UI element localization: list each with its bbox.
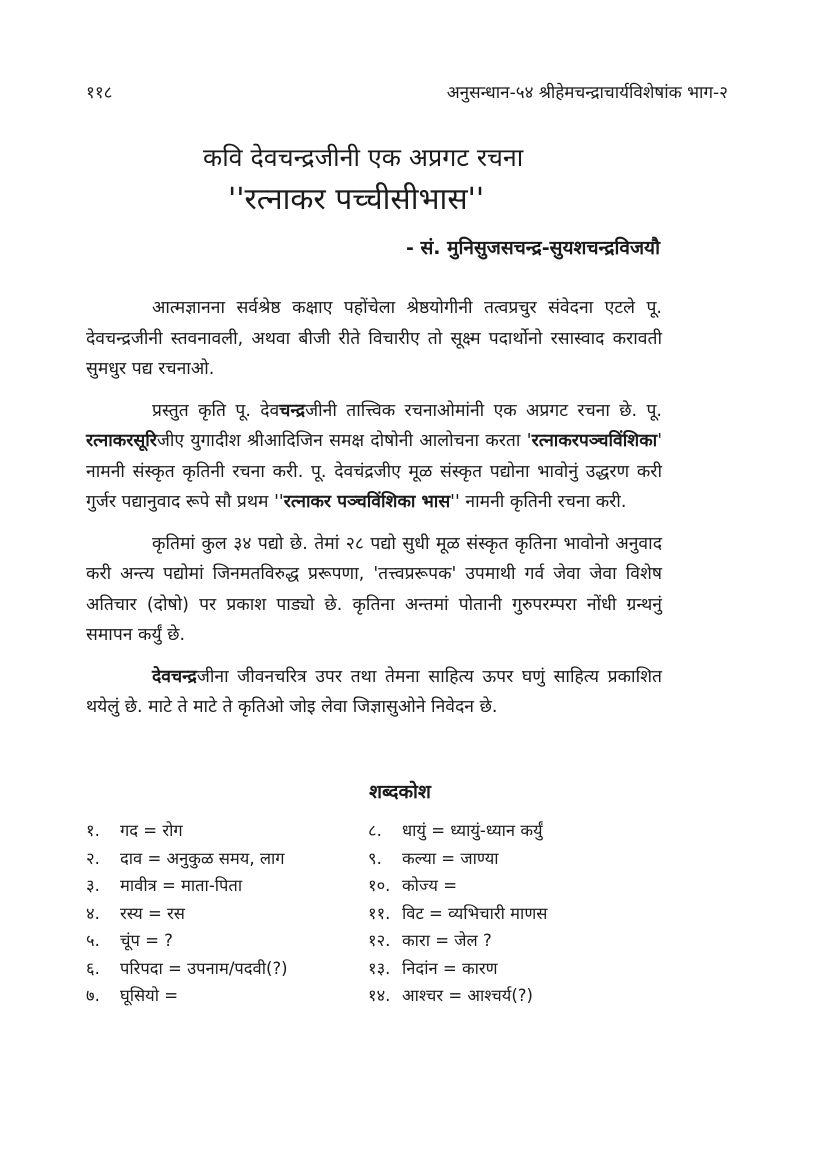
glossary-text: धायुं = ध्यायुं-ध्यान कर्युं bbox=[402, 821, 543, 841]
glossary-text: दाव = अनुकुळ समय, लाग bbox=[120, 848, 285, 868]
text-span: जीना जीवनचरित्र उपर तथा तेमना साहित्य ऊपर घणुं साहित्य प्रकाशित थयेलुं छे. माटे ते माटे ते कृतिओ जोइ लेवा जिज्ञासुओने निवेदन छे. bbox=[86, 666, 662, 717]
bold-text: देवचन्द्र bbox=[152, 666, 197, 687]
glossary-text: आश्चर = आश्चर्य(?) bbox=[402, 986, 533, 1006]
glossary-item bbox=[368, 899, 648, 927]
glossary-text: निदांन = कारण bbox=[402, 958, 498, 978]
glossary-left-column bbox=[86, 816, 368, 1009]
running-header bbox=[86, 80, 728, 103]
article-title-line1: कवि देवचन्द्रजीनी एक अप्रगट रचना bbox=[203, 143, 524, 172]
glossary-text: परिपदा = उपनाम/पदवी(?) bbox=[120, 958, 288, 978]
glossary-text: कारा = जेल ? bbox=[402, 931, 492, 951]
glossary-num: ३. bbox=[86, 876, 100, 896]
glossary-text: विट = व्यभिचारी माणस bbox=[402, 903, 548, 923]
glossary-item bbox=[86, 816, 368, 844]
glossary-text: रस्य = रस bbox=[120, 903, 185, 923]
glossary-num: ५. bbox=[86, 931, 100, 951]
glossary-num: ९. bbox=[368, 848, 382, 868]
bold-text: रत्नाकरपञ्चविंशिका bbox=[531, 431, 658, 451]
paragraph-1: आत्मज्ञानना सर्वश्रेष्ठ कक्षाए पहोंचेला श्रेष्ठयोगीनी तत्वप्रचुर संवेदना एटले पू. देवचन्द्रजीनी स्तवनावली, अथवा बीजी रीते विचारीए तो सूक्ष्म पदार्थोनो रसास्वाद करावती सुमधुर पद्य रचनाओ. bbox=[86, 298, 662, 379]
page-number: ११८ bbox=[86, 83, 113, 103]
bold-text: रत्नाकर पञ्चविंशिका भास bbox=[283, 492, 451, 512]
bold-text: रत्नाकरसूरि bbox=[86, 431, 157, 451]
glossary-item bbox=[86, 954, 368, 982]
article-title-line2: ''रत्नाकर पच्चीसीभास'' bbox=[228, 182, 485, 217]
glossary-item bbox=[86, 899, 368, 927]
glossary-num: १२. bbox=[368, 931, 391, 951]
glossary-text: कल्या = जाण्या bbox=[402, 848, 499, 868]
glossary-item bbox=[86, 871, 368, 899]
text-span: प्रस्तुत कृति पू. देव bbox=[152, 400, 280, 421]
glossary-item bbox=[368, 844, 648, 872]
glossary-text: घूसियो = bbox=[120, 986, 179, 1006]
glossary-item bbox=[368, 926, 648, 954]
paragraph-4 bbox=[86, 662, 662, 723]
text-span: ' नामनी संस्कृत कृतिनी रचना करी. पू. देवचंद्रजीए मूळ संस्कृत पद्योना भावोनुं उद्धरण करी गुर्जर पद्यानुवाद रूपे सौ प्रथम '' bbox=[86, 431, 662, 512]
glossary-item bbox=[368, 816, 648, 844]
glossary bbox=[86, 816, 646, 1009]
glossary-num: १. bbox=[86, 821, 100, 841]
glossary-text: चूंप = ? bbox=[120, 931, 173, 951]
glossary-item bbox=[86, 844, 368, 872]
paragraph-3: कृतिमां कुल ३४ पद्यो छे. तेमां २८ पद्यो सुधी मूळ संस्कृत कृतिना भावोनो अनुवाद करी अन्त्य पद्योमां जिनमतविरुद्ध प्ररूपणा, 'तत्त्वप्ररूपक' उपमाथी गर्व जेवा जेवा विशेष अतिचार (दोषो) पर प्रकाश पाड्यो छे. कृतिना अन्तमां पोतानी गुरुपरम्परा नोंधी ग्रन्थनुं समापन कर्युं छे. bbox=[86, 533, 662, 645]
glossary-num: ७. bbox=[86, 986, 100, 1006]
glossary-num: ४. bbox=[86, 903, 100, 923]
glossary-num: ६. bbox=[86, 958, 100, 978]
text-span: जीनी तात्त्विक रचनाओमांनी एक अप्रगट रचना छे. पू. bbox=[305, 400, 662, 421]
article-body bbox=[86, 293, 662, 734]
text-span: जीए युगादीश श्रीआदिजिन समक्ष दोषोनी आलोचना करता ' bbox=[156, 431, 532, 451]
glossary-text: मावीत्र = माता-पिता bbox=[120, 876, 243, 896]
glossary-item bbox=[368, 981, 648, 1009]
byline: - सं. मुनिसुजसचन्द्र-सुयशचन्द्रविजयौ bbox=[405, 237, 660, 259]
text-span: '' नामनी कृतिनी रचना करी. bbox=[450, 492, 627, 512]
glossary-item bbox=[368, 871, 648, 899]
running-title: अनुसन्धान-५४ श्रीहेमचन्द्राचार्यविशेषांक भाग-२ bbox=[446, 83, 728, 103]
glossary-num: १४. bbox=[368, 986, 391, 1006]
glossary-num: ८. bbox=[368, 821, 382, 841]
article-title-block bbox=[0, 140, 828, 260]
glossary-text: कोज्य = bbox=[402, 876, 458, 896]
glossary-right-column bbox=[368, 816, 648, 1009]
glossary-num: २. bbox=[86, 848, 100, 868]
glossary-num: ११. bbox=[368, 903, 391, 923]
bold-text: चन्द्र bbox=[279, 400, 306, 421]
glossary-item bbox=[86, 926, 368, 954]
glossary-text: गद = रोग bbox=[120, 821, 183, 841]
glossary-item bbox=[368, 954, 648, 982]
glossary-item bbox=[86, 981, 368, 1009]
paragraph-2 bbox=[86, 396, 662, 518]
glossary-num: १३. bbox=[368, 958, 391, 978]
glossary-title: शब्दकोश bbox=[369, 781, 431, 803]
glossary-num: १०. bbox=[368, 876, 391, 896]
